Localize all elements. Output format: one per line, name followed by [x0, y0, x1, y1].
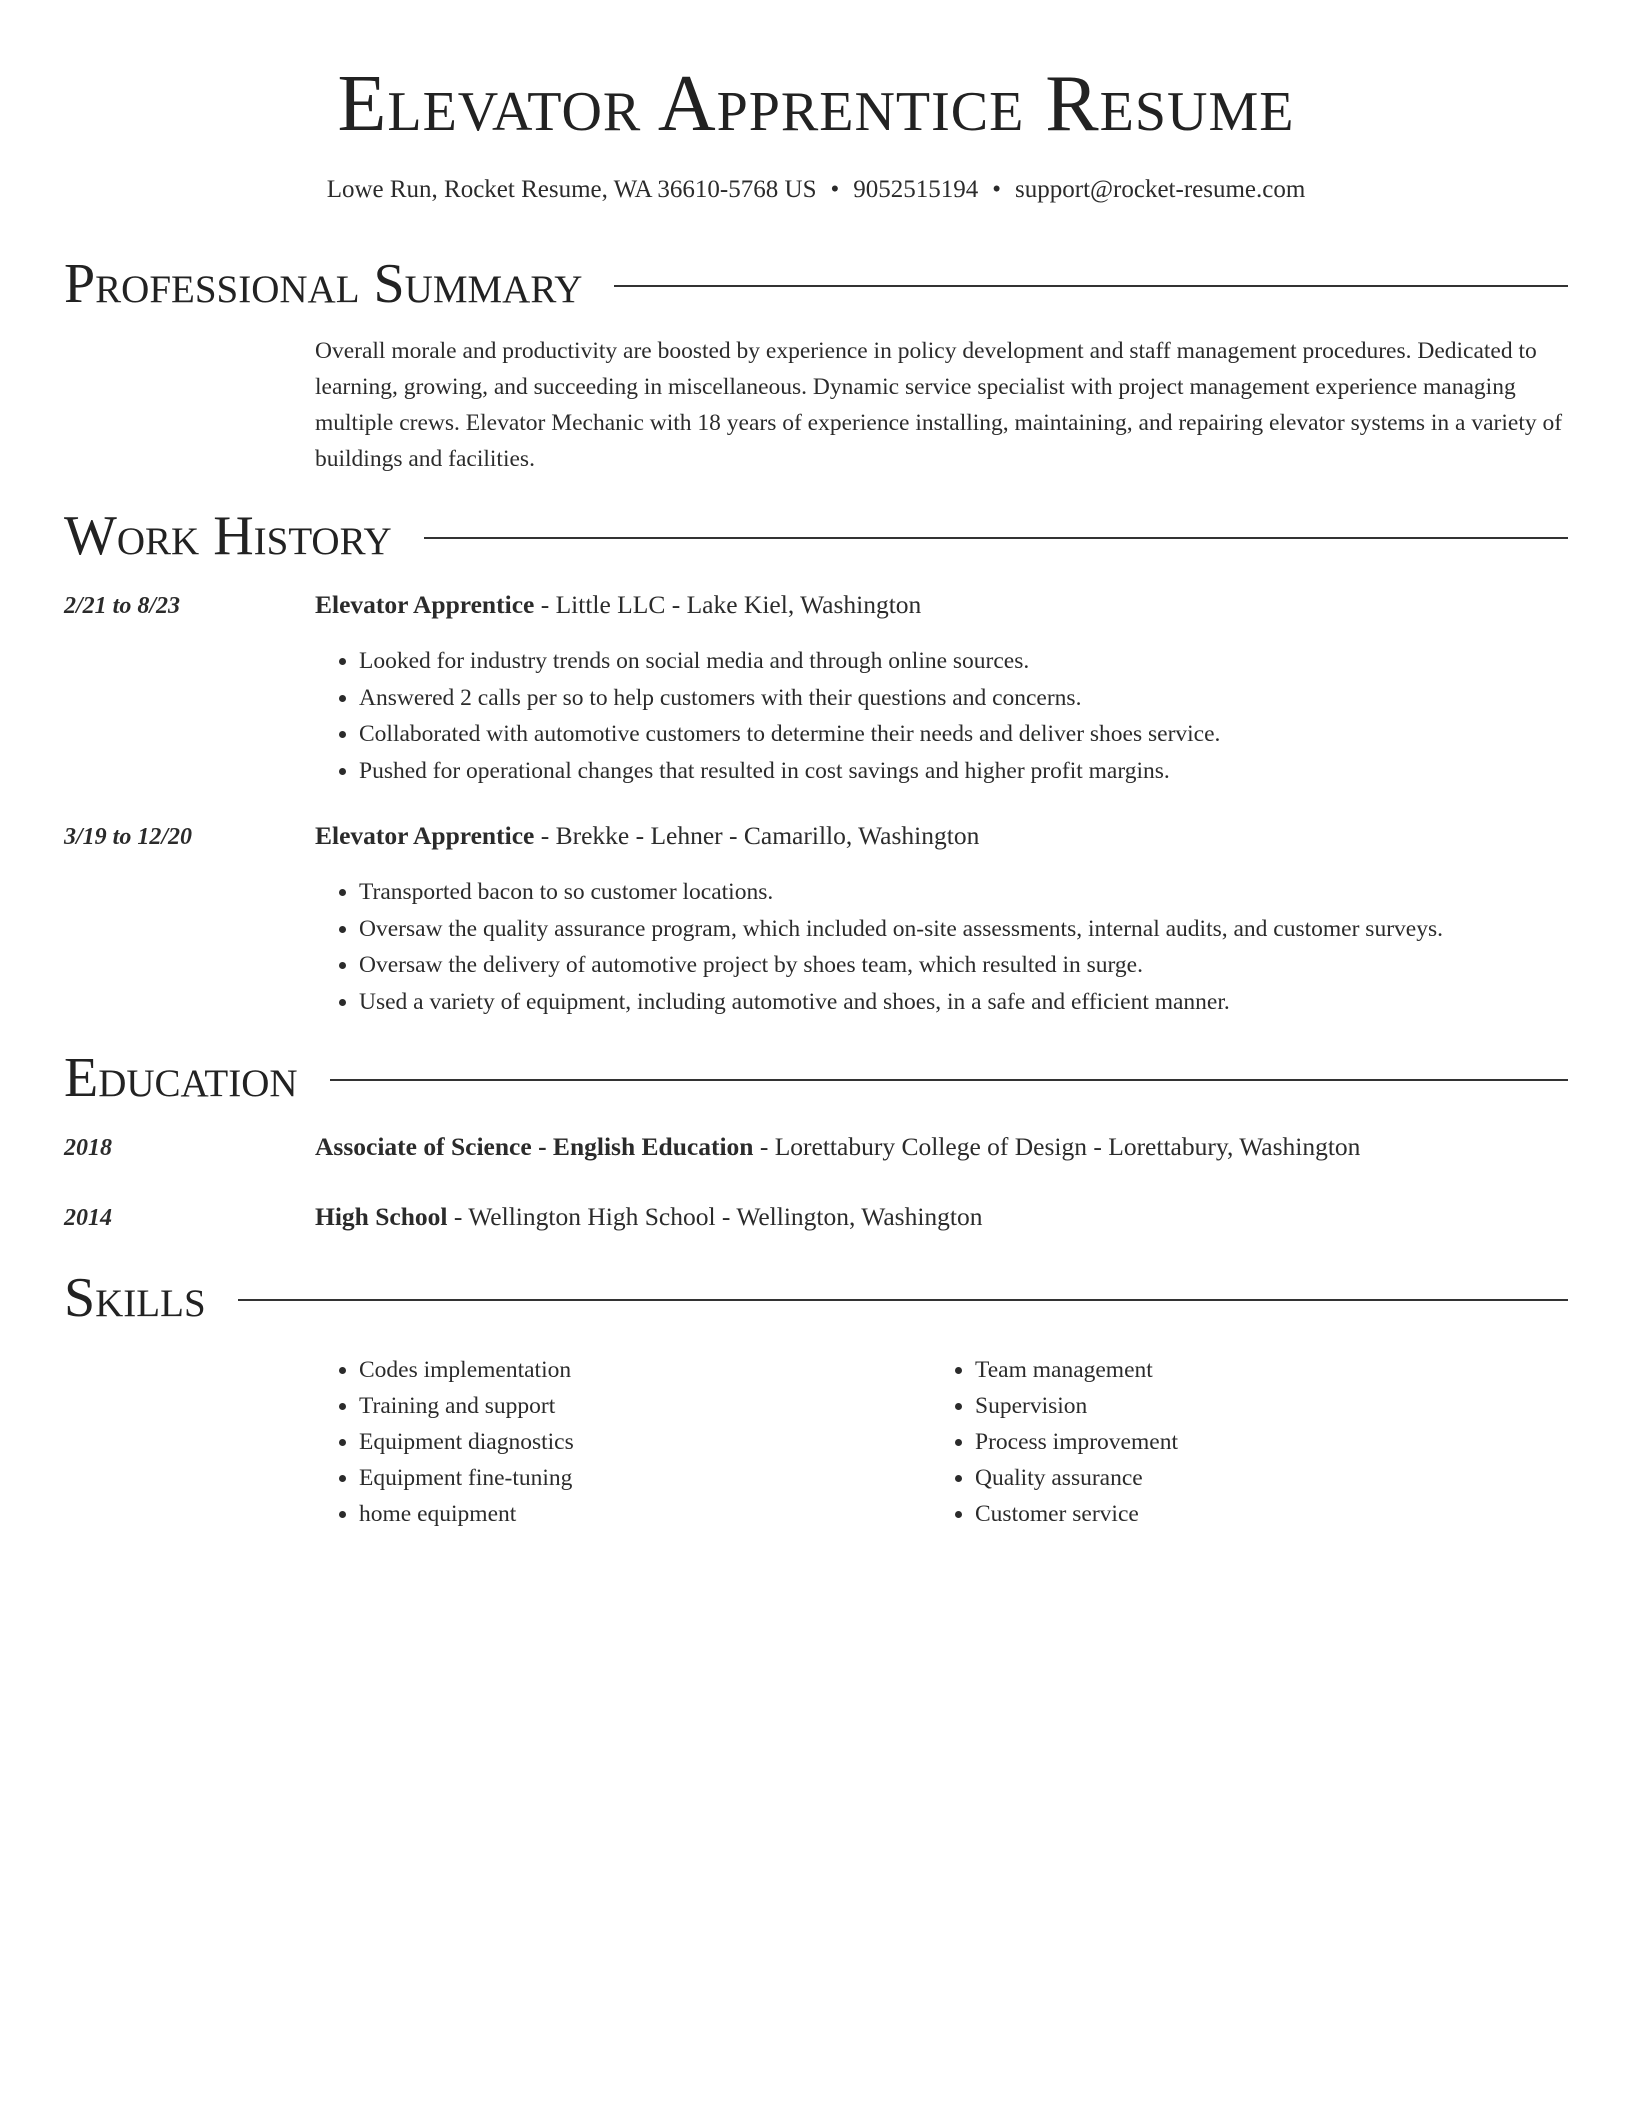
section-skills-heading [64, 1266, 1568, 1330]
list-item: • Pushed for operational changes that resulted in cost savings and higher profit margins. [359, 753, 1612, 790]
summary-text: Overall morale and productivity are boosted by experience in policy development and staff management procedures. Dedicated to learning, growing, and succeeding in miscellaneous. Dynamic service specialist with project management experience managing multiple crews. Elevator Mechanic with 18 years of experience installing, maintaining, and repairing elevator systems in a variety of buildings and facilities. [315, 338, 1563, 472]
list-item: • home equipment [359, 1496, 975, 1532]
contact-line [64, 174, 1568, 206]
section-education-heading [64, 1046, 1568, 1110]
job-bullets [315, 874, 1612, 1020]
contact-phone: 9052515194 [853, 176, 979, 203]
contact-email: support@rocket-resume.com [1015, 176, 1306, 203]
section-work-heading [64, 504, 1568, 568]
list-item: • Team management [975, 1352, 1591, 1388]
list-item: • Oversaw the delivery of automotive project by shoes team, which resulted in surge. [359, 947, 1612, 984]
section-divider [424, 537, 1568, 539]
list-item: • Process improvement [975, 1424, 1591, 1460]
section-summary-heading [64, 252, 1568, 316]
job-dates: 3/19 to 12/20 [64, 824, 193, 850]
education-details: - Wellington High School - Wellington, Washington [447, 1202, 983, 1231]
list-item: • Training and support [359, 1388, 975, 1424]
education-entry [315, 1131, 1568, 1163]
job-bullets [315, 643, 1612, 789]
contact-address: Lowe Run, Rocket Resume, WA 36610-5768 US [326, 176, 817, 203]
list-item: • Equipment fine-tuning [359, 1460, 975, 1496]
section-divider [330, 1079, 1568, 1081]
contact-separator: • [992, 176, 1002, 203]
section-title: Education [64, 1047, 298, 1109]
contact-separator: • [830, 176, 840, 203]
list-item: • Collaborated with automotive customers to determine their needs and deliver shoes service. [359, 716, 1612, 753]
job-title: Elevator Apprentice [315, 590, 535, 619]
list-item: • Oversaw the quality assurance program, which included on-site assessments, internal audits, and customer surveys. [359, 911, 1612, 948]
list-item: • Transported bacon to so customer locations. [359, 874, 1612, 911]
education-degree: High School [315, 1202, 448, 1231]
job-header [315, 820, 1568, 852]
list-item: • Customer service [975, 1496, 1591, 1532]
section-title: Professional Summary [64, 253, 583, 315]
education-entry [315, 1201, 1568, 1233]
job-details: - Brekke - Lehner - Camarillo, Washington [534, 821, 980, 850]
education-year: 2018 [64, 1135, 112, 1161]
list-item: • Equipment diagnostics [359, 1424, 975, 1460]
job-header [315, 589, 1568, 621]
list-item: • Supervision [975, 1388, 1591, 1424]
list-item: • Answered 2 calls per so to help customers with their questions and concerns. [359, 680, 1612, 717]
resume-title: Elevator Apprentice Resume [337, 60, 1295, 148]
education-degree: Associate of Science - English Education [315, 1132, 754, 1161]
list-item: • Looked for industry trends on social media and through online sources. [359, 643, 1612, 680]
section-divider [238, 1299, 1568, 1301]
job-dates: 2/21 to 8/23 [64, 593, 181, 619]
job-details: - Little LLC - Lake Kiel, Washington [534, 590, 922, 619]
list-item: • Quality assurance [975, 1460, 1591, 1496]
job-title: Elevator Apprentice [315, 821, 535, 850]
skills-list-right [931, 1352, 1591, 1532]
list-item: • Codes implementation [359, 1352, 975, 1388]
section-divider [614, 285, 1568, 287]
education-year: 2014 [64, 1205, 112, 1231]
skills-list-left [315, 1352, 975, 1532]
list-item: • Used a variety of equipment, including automotive and shoes, in a safe and efficient manner. [359, 984, 1612, 1021]
section-title: Skills [64, 1267, 206, 1329]
education-details: - Lorettabury College of Design - Lorettabury, Washington [753, 1132, 1361, 1161]
section-title: Work History [64, 505, 392, 567]
